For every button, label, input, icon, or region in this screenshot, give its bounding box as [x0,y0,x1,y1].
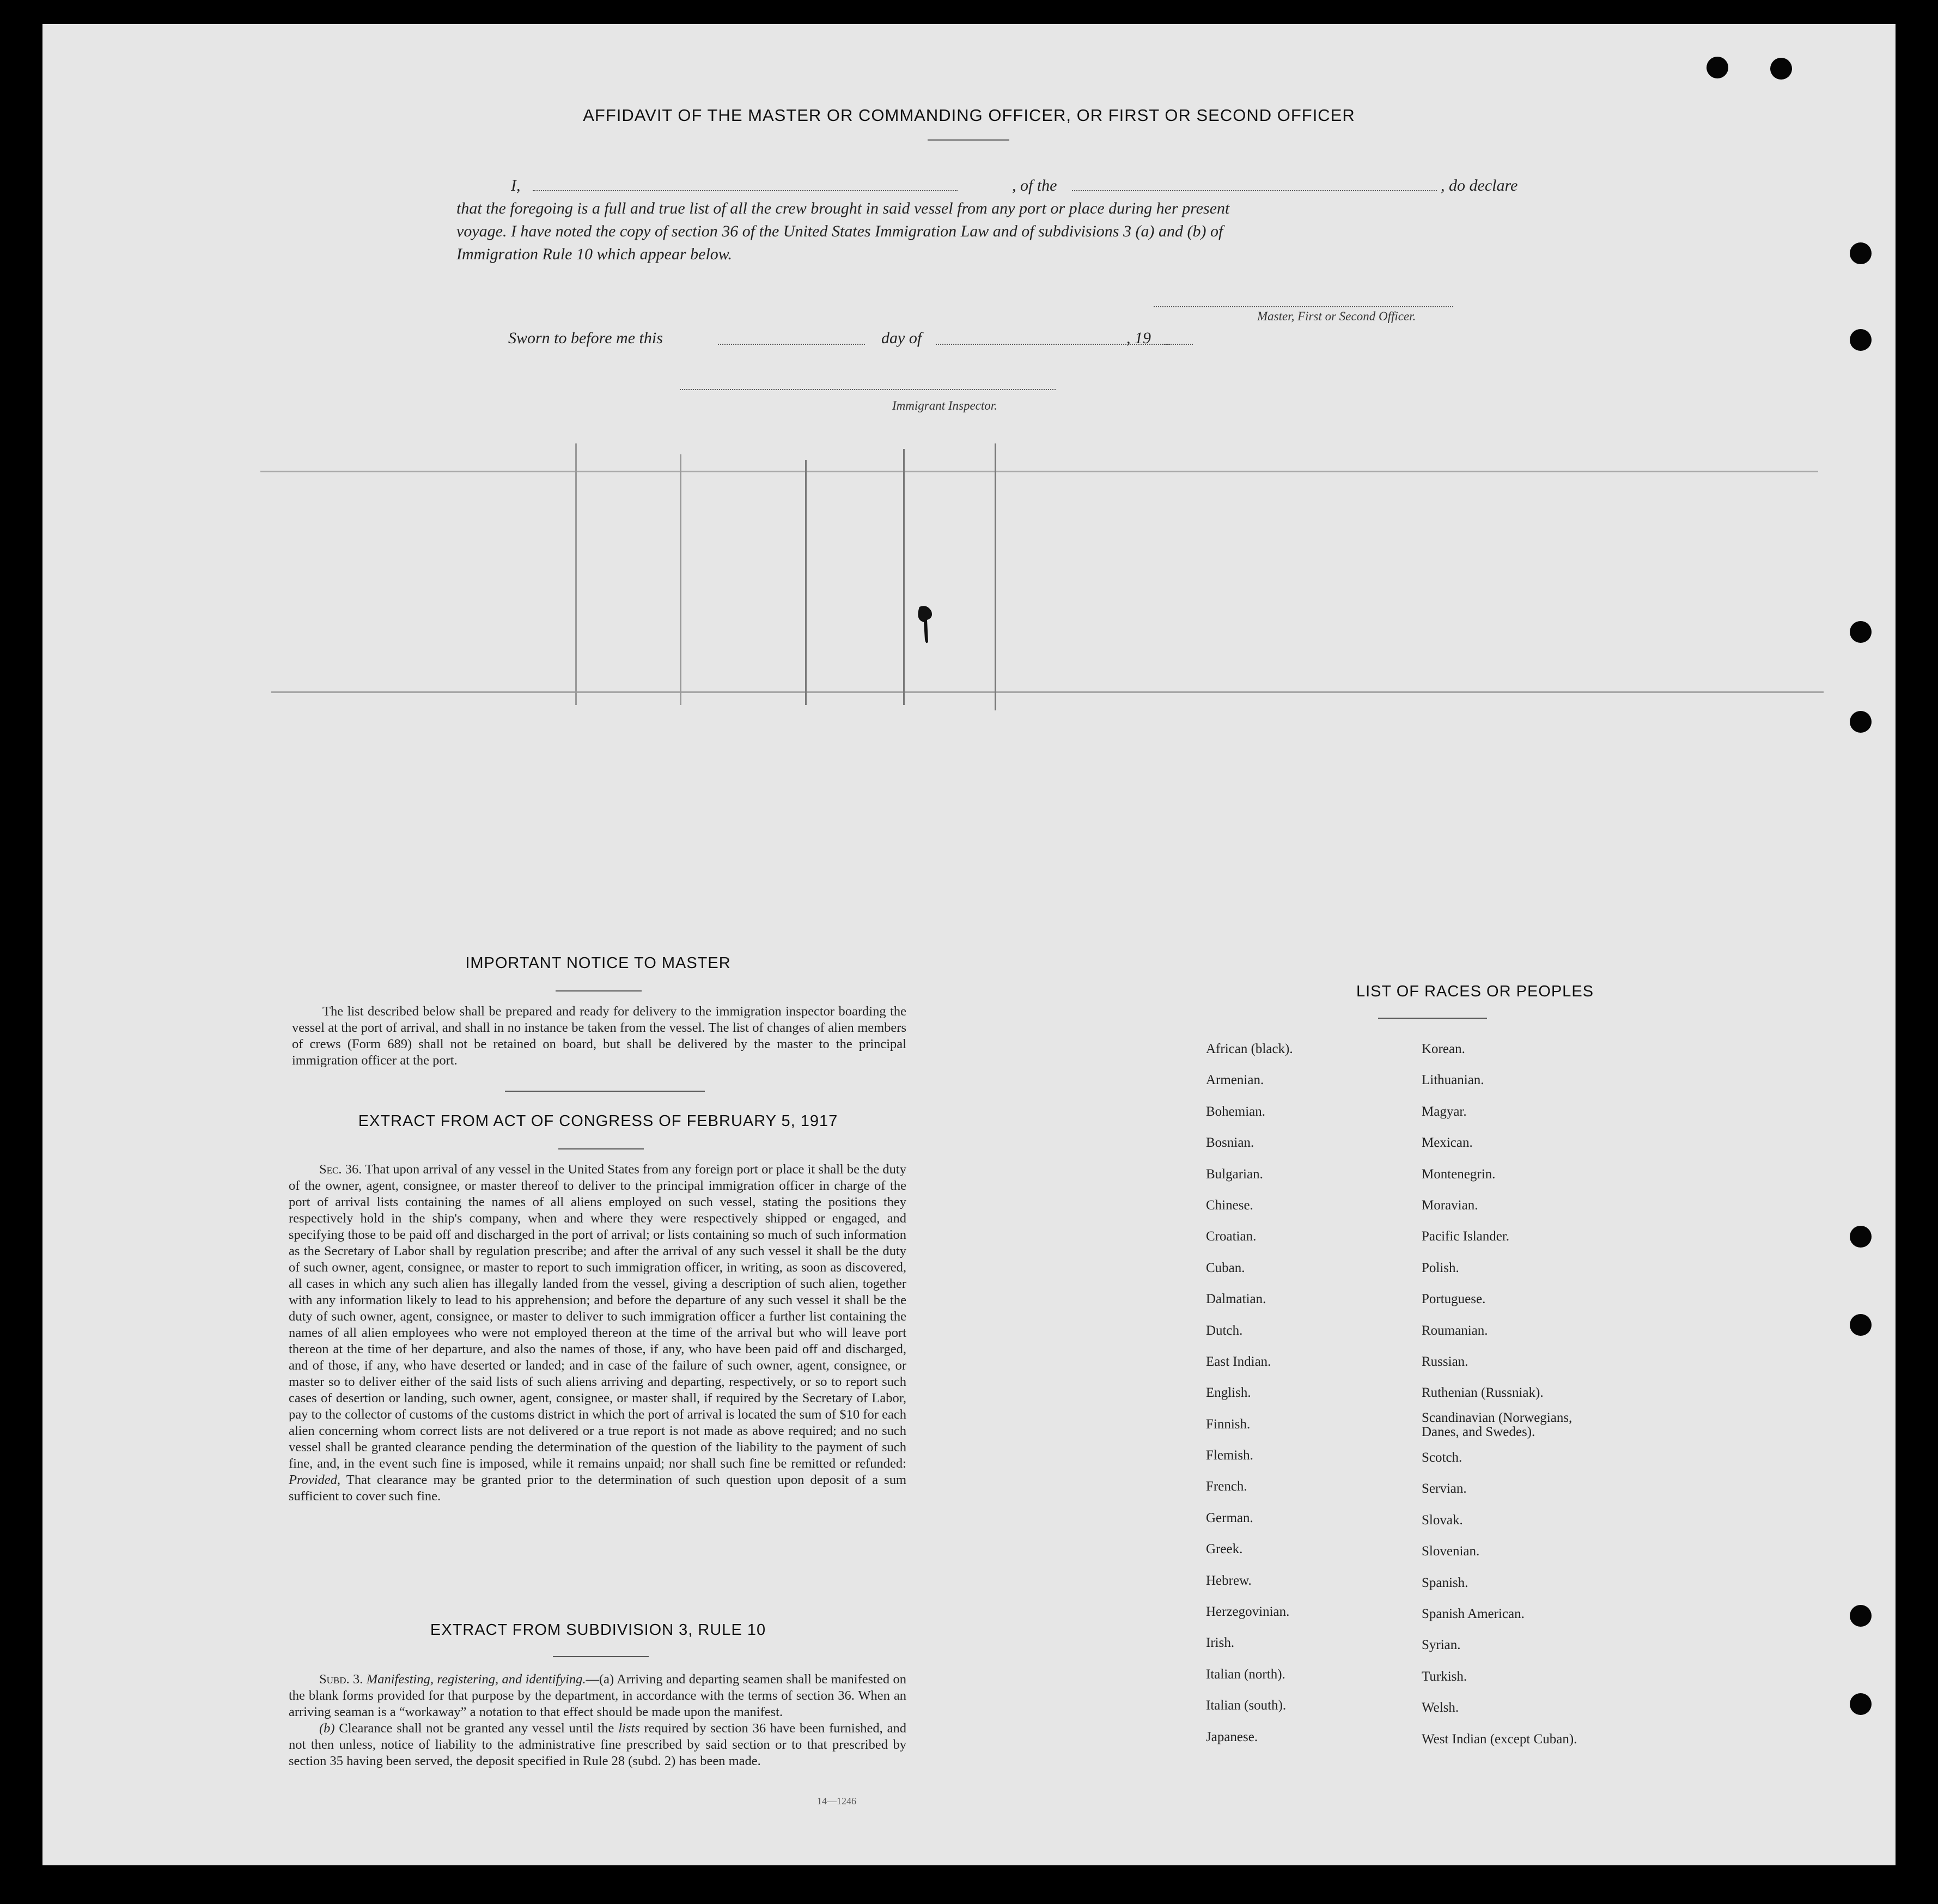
notice-bottom-rule [505,1091,705,1092]
ghost-column-line [575,443,577,705]
affidavit-title: AFFIDAVIT OF THE MASTER OR COMMANDING OFFICER, OR FIRST OR SECOND OFFICER [583,106,1355,125]
race-item: Montenegrin. [1422,1166,1496,1182]
affidavit-line-3: voyage. I have noted the copy of section 36 of the United States Immigration Law and of subdivisions 3 (a) and (b) of [456,222,1223,240]
race-item: Bohemian. [1206,1104,1266,1119]
race-item: Korean. [1422,1042,1465,1056]
race-item: Roumanian. [1422,1323,1488,1338]
race-item: Welsh. [1422,1700,1459,1716]
race-item: Servian. [1422,1481,1467,1497]
race-item: Syrian. [1422,1638,1461,1653]
race-item: Finnish. [1206,1416,1251,1432]
sworn-day-field[interactable] [718,344,865,345]
race-item: German. [1206,1510,1253,1525]
race-item: Bosnian. [1206,1135,1254,1151]
subd-b-text-2: required by section 36 have been furnished, and not then unless, notice of liability to the administrative fine prescribed by said section or to that prescribed by section 35 having been served, the deposit specified in Rule 28 (subd. 2) has been made. [289,1721,906,1768]
ghost-column-line [903,449,905,705]
race-item: Portuguese. [1422,1292,1486,1307]
race-item: Mexican. [1422,1135,1473,1151]
notice-title: IMPORTANT NOTICE TO MASTER [465,954,731,972]
punch-hole [1707,57,1728,78]
punch-hole [1770,58,1792,80]
subdivision-b-paragraph [289,1720,906,1769]
race-item: Slovak. [1422,1512,1463,1528]
race-item: Cuban. [1206,1260,1245,1275]
rule-extract-rule [553,1656,649,1657]
subd-a-label: —(a) [586,1672,614,1687]
ghost-row-line [260,471,1818,472]
race-item: Dutch. [1206,1323,1243,1338]
notice-text: The list described below shall be prepared and ready for delivery to the immigration inspector boarding the vessel at the port of arrival, and shall in no instance be taken from the vessel. The list of changes of alien members of crews (Form 689) shall not be retained on board, but shall be delivered by the master to the principal immigration officer at the port. [292,1004,906,1068]
race-item: Spanish. [1422,1575,1468,1590]
race-item: English. [1206,1385,1251,1401]
race-item: Scotch. [1422,1450,1462,1465]
punch-hole [1850,1226,1872,1248]
race-item: Turkish. [1422,1669,1467,1684]
subd-a-text: Arriving and departing seamen shall be manifested on the blank forms provided for that purpose by the department, in accordance with the terms of section 36. When an arriving seaman is a “workaway” a notation to that effect should be made upon the manifest. [289,1672,906,1719]
notice-rule [556,990,642,991]
race-item: Lithuanian. [1422,1073,1484,1088]
race-item: Magyar. [1422,1104,1467,1119]
sworn-prefix: Sworn to before me this [508,329,663,347]
inspector-signature-field[interactable] [680,389,1056,390]
rule-extract-body [289,1671,906,1769]
ghost-column-line [995,443,996,710]
race-item: Flemish. [1206,1448,1253,1463]
race-item: Bulgarian. [1206,1166,1263,1182]
subdivision-a-paragraph [289,1671,906,1720]
race-item: African (black). [1206,1042,1293,1056]
punch-hole [1850,1314,1872,1336]
race-item: Slovenian. [1422,1544,1480,1559]
signature-field[interactable] [1154,306,1453,307]
race-item: French. [1206,1479,1247,1494]
affidavit-of-the-label: , of the [1012,177,1057,194]
race-item: Polish. [1422,1260,1459,1275]
races-rule [1378,1018,1487,1019]
punch-hole [1850,711,1872,733]
race-item: Chinese. [1206,1197,1253,1213]
document-page [42,24,1896,1865]
act-extract-rule [558,1148,644,1149]
races-left-column [1206,1033,1293,1753]
act-extract-title: EXTRACT FROM ACT OF CONGRESS OF FEBRUARY 5, 1917 [358,1112,838,1130]
provided-text: That clearance may be granted prior to the determination of such question upon deposit of a sum sufficient to cover such fine. [289,1473,907,1504]
officer-name-field[interactable] [533,190,958,191]
ghost-row-line [271,691,1824,693]
punch-hole [1850,621,1872,643]
race-item: Herzegovinian. [1206,1604,1290,1620]
section-36-body: That upon arrival of any vessel in the United States from any foreign port or place it shall be the duty of the owner, agent, consignee, or master thereof to deliver to the principal immigration officer in charge of the port of arrival lists containing the names of all aliens employed on such vessel, stating the positions they respectively hold in the ship's company, when and where they were respectively shipped or engaged, and specifying those to be paid off and discharged in the port of arrival; or lists containing so much of such information as the Secretary of Labor shall by regulation prescribe; and after the arrival of any such vessel it shall be the duty of such owner, agent, consignee, or master to report to such immigration officer, in writing, as soon as discovered, all cases in which any such alien has illegally landed from the vessel, giving a description of such alien, together with any information likely to lead to his apprehension; and before the departure of any such vessel it shall be the duty of such owner, agent, consignee, or master to deliver to such immigration officer a further list containing the names of all alien employees who were not employed thereon at the time of the arrival but who will leave port thereon at the time of her departure, and also the names of those, if any, who have been paid off and discharged, and of those, if any, who have deserted or landed; and in case of the failure of such owner, agent, consignee, or master so to deliver either of the said lists of such aliens arriving and departing, respectively, or so to report such cases of desertion or landing, such owner, agent, consignee, or master shall, if required by the Secretary of Labor, pay to the collector of customs of the customs district in which the port of arrival is located the sum of $10 for each alien concerning whom correct lists are not delivered or a true report is not made as above required; and no such vessel shall be granted clearance pending the determination of the question of the liability to the payment of such fine, and, in the event such fine is imposed, while it remains unpaid; nor shall such fine be remitted or refunded: [289,1162,906,1471]
subd-heading: Manifesting, registering, and identifying. [366,1672,586,1687]
subd-b-label: (b) [319,1721,335,1736]
race-item: East Indian. [1206,1354,1271,1369]
vessel-name-field[interactable] [1072,190,1437,191]
section-36-text [289,1161,906,1505]
race-item: Japanese. [1206,1729,1258,1744]
race-item: Russian. [1422,1354,1468,1369]
race-item: Irish. [1206,1635,1235,1651]
form-number: 14—1246 [817,1796,856,1806]
inspector-caption: Immigrant Inspector. [892,399,997,412]
races-right-column [1422,1033,1607,1755]
affidavit-line-4: Immigration Rule 10 which appear below. [456,245,733,263]
rule-extract-title: EXTRACT FROM SUBDIVISION 3, RULE 10 [430,1621,766,1639]
sworn-year-field[interactable] [1160,344,1193,345]
punch-hole [1850,329,1872,351]
ink-blot [909,601,941,650]
ghost-column-line [680,454,681,705]
race-item: Greek. [1206,1542,1243,1557]
signature-caption: Master, First or Second Officer. [1257,309,1416,323]
punch-hole [1850,1605,1872,1627]
sworn-day-label: day of [881,329,922,347]
race-item: Hebrew. [1206,1573,1252,1588]
race-item: Italian (north). [1206,1666,1285,1682]
ghost-column-line [805,460,807,705]
punch-hole [1850,1693,1872,1715]
race-item: Ruthenian (Russniak). [1422,1385,1544,1401]
affidavit-i-label: I, [511,177,521,194]
race-item: Dalmatian. [1206,1292,1266,1307]
affidavit-line-2: that the foregoing is a full and true list of all the crew brought in said vessel from any port or place during her present [456,199,1230,217]
subd-b-lists: lists [618,1721,640,1736]
race-item: Armenian. [1206,1073,1264,1088]
subd-label: Subd. 3. [319,1672,363,1687]
sworn-year-label: , 19 [1126,329,1151,347]
subd-b-text-1: Clearance shall not be granted any vessel until the [339,1721,614,1736]
race-item: Croatian. [1206,1229,1257,1244]
punch-hole [1850,242,1872,264]
race-item: Scandinavian (Norwegians, Danes, and Swedes). [1422,1410,1573,1439]
affidavit-declare-label: , do declare [1441,177,1518,194]
race-item: Spanish American. [1422,1607,1525,1622]
race-item: Italian (south). [1206,1698,1287,1713]
race-item: Pacific Islander. [1422,1229,1510,1244]
race-item: West Indian (except Cuban). [1422,1731,1577,1747]
race-item: Moravian. [1422,1197,1478,1213]
races-title: LIST OF RACES OR PEOPLES [1356,983,1594,1000]
provided-label: Provided, [289,1473,341,1487]
title-rule [928,139,1009,141]
section-36-label: Sec. 36. [319,1162,362,1177]
